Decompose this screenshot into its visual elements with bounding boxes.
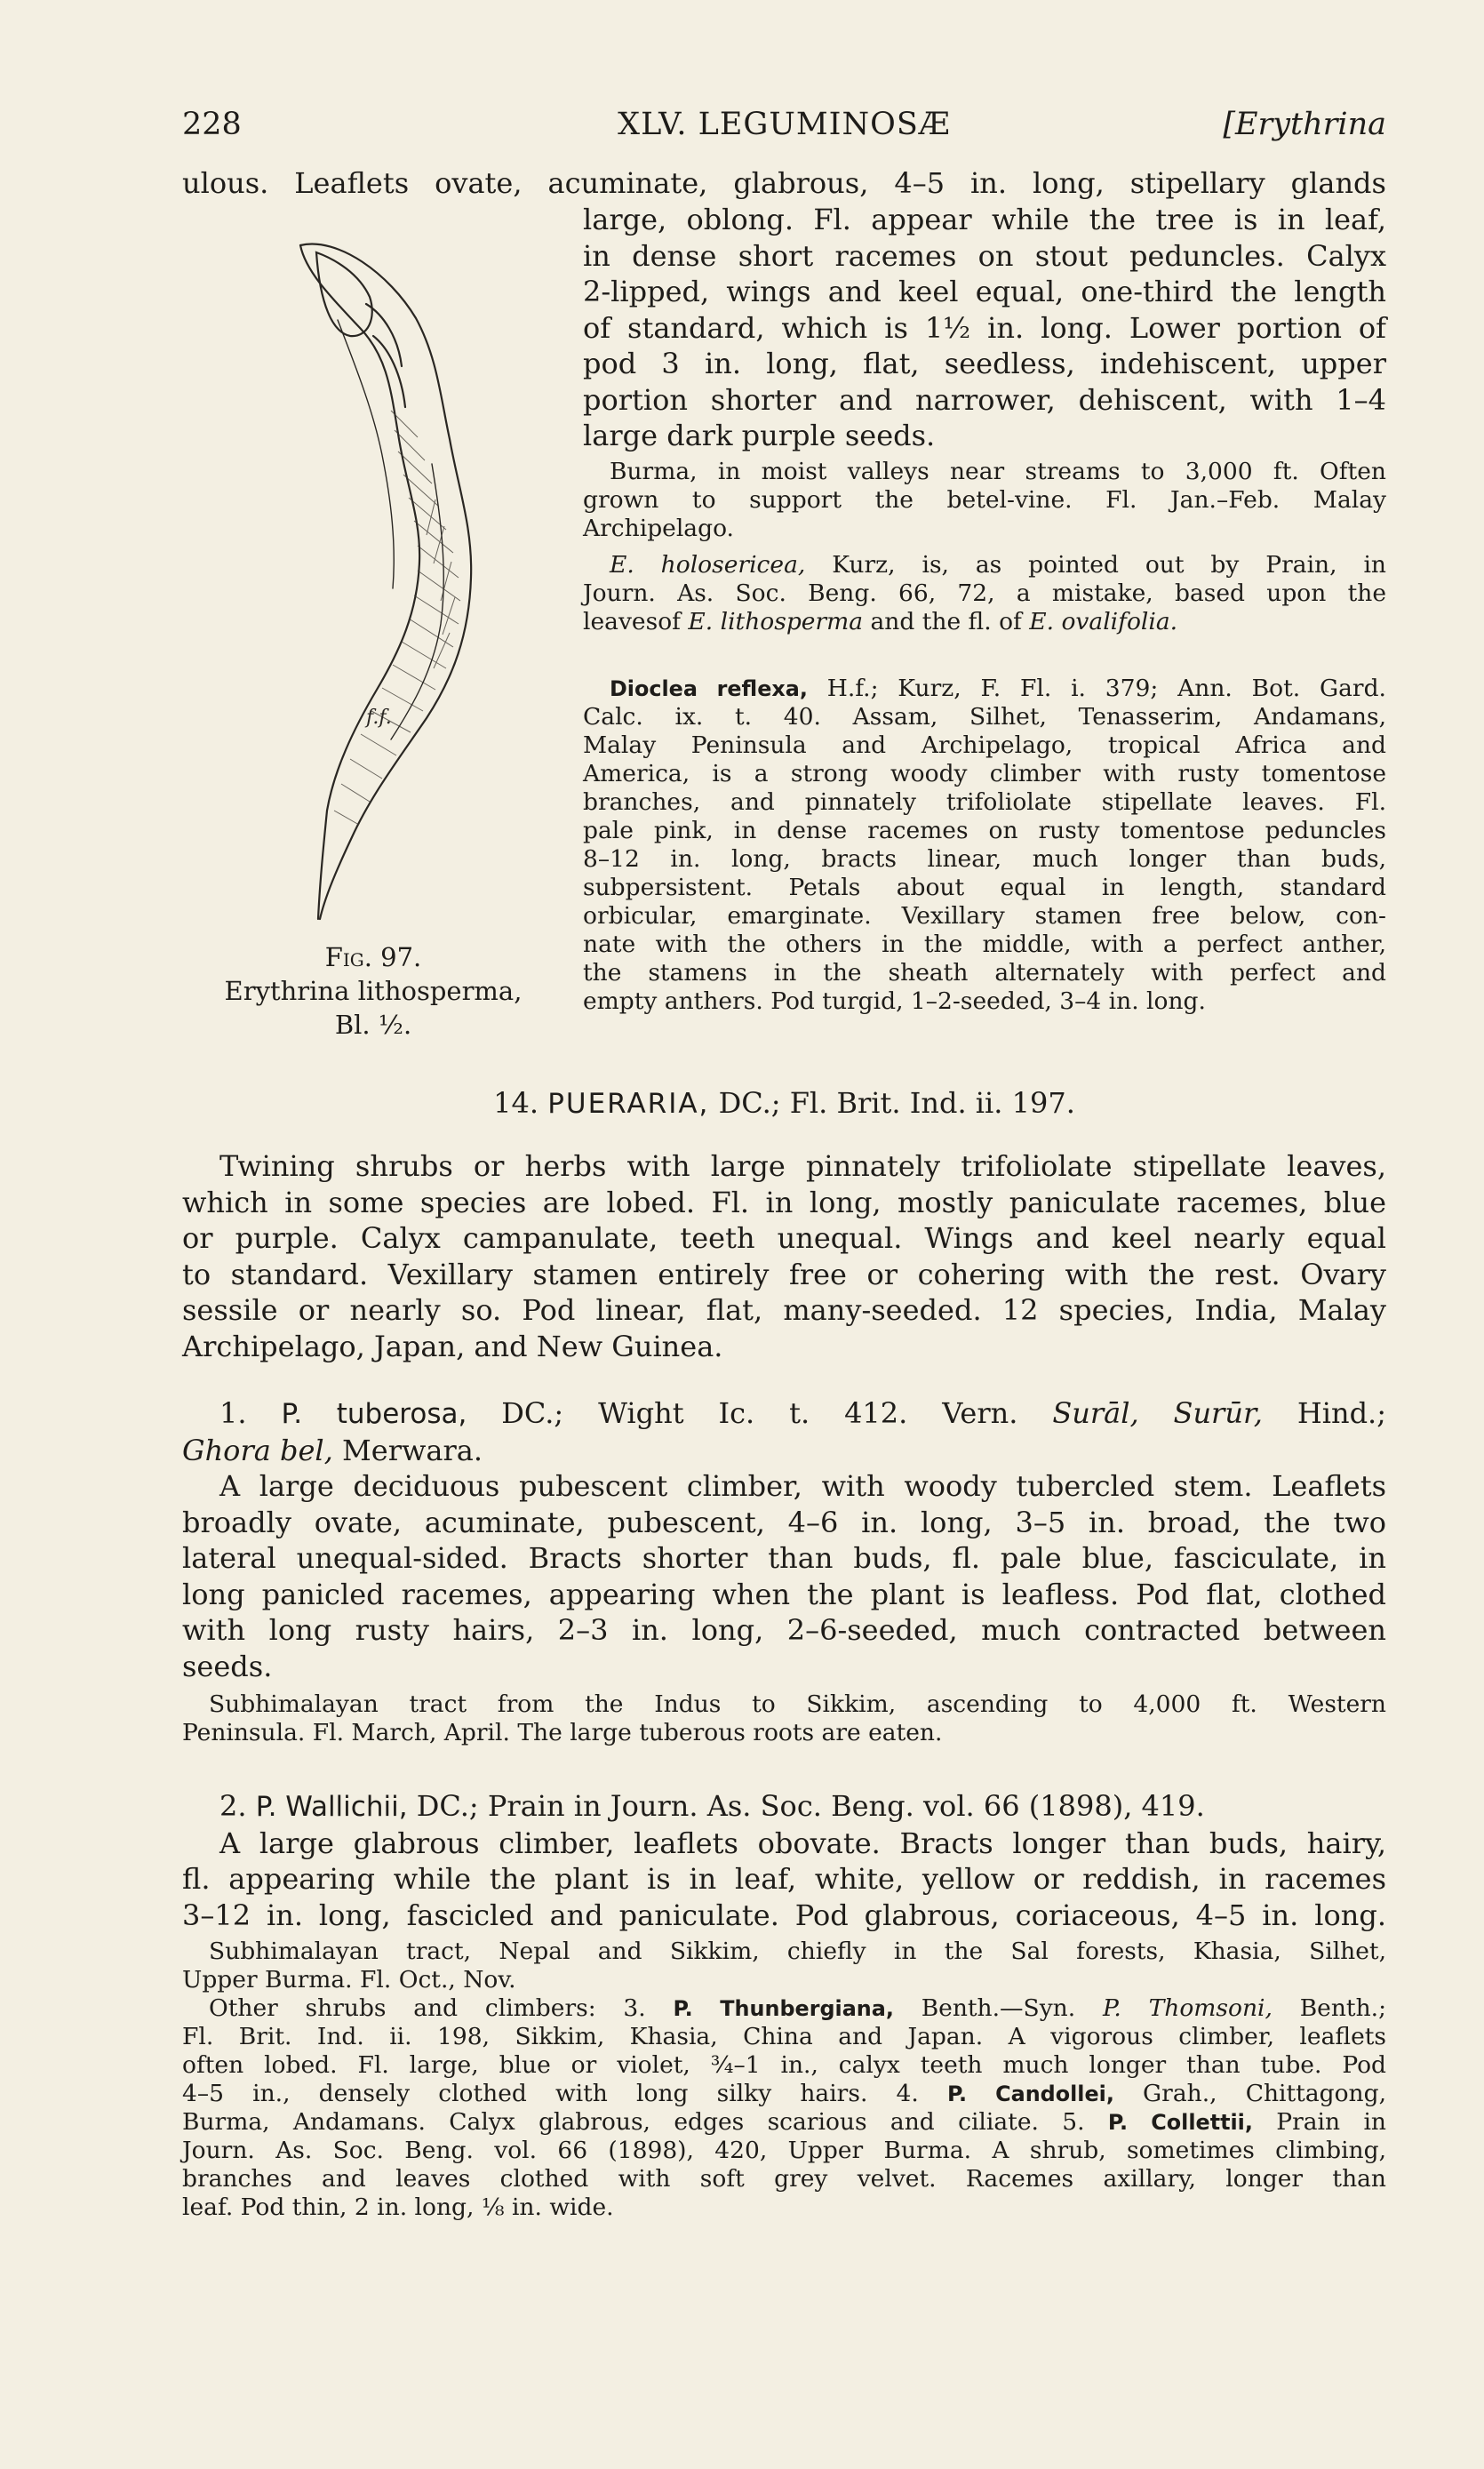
figure-number: Fig. 97. xyxy=(324,942,422,972)
erythrina-distribution: Burma, in moist valleys near streams to 3,000 ft. Often grown to support the betel-vine. Fl. Jan.–Feb. Malay Archipelago. xyxy=(583,458,1386,542)
species-wallichii: 2. P. Wallichii, DC.; Prain in Journ. As. Soc. Beng. vol. 66 (1898), 419. A large glabrous climber, leaflets obovate. Bracts longer than buds, hairy, fl. appearing while the plant is in leaf, white, yellow or reddish, in racemes 3–12 in. long, fascicled and paniculate. Pod glabrous, coriaceous, 4–5 in. long. xyxy=(182,1789,1386,1932)
figure-mark: f.f. xyxy=(366,707,392,729)
running-header xyxy=(182,107,1386,151)
dioclea-paragraph: Dioclea reflexa, H.f.; Kurz, F. Fl. i. 379; Ann. Bot. Gard. Calc. ix. t. 40. Assam, Silhet, Tenasserim, Andamans, Malay Peninsula and Archipelago, tropical Africa and America, is a strong woody climber with rusty tomentose branches, and pinnately trifoliolate stipellate leaves. Fl. pale pink, in dense racemes on rusty tomentose peduncles 8–12 in. long, bracts linear, much longer than buds, subpersistent. Petals about equal in length, standard orbicular, emarginate. Vexillary stamen free below, con- nate with the others in the middle, with a perfect anther, the stamens in the sheath alternately with perfect and empty anthers. Pod turgid, 1–2-seeded, 3–4 in. long. xyxy=(583,675,1386,1015)
opening-line: ulous. Leaflets ovate, acuminate, glabrous, 4–5 in. long, stipellary glands xyxy=(182,166,1386,200)
page-number: 228 xyxy=(182,107,242,142)
wallichii-distribution: Subhimalayan tract, Nepal and Sikkim, chiefly in the Sal forests, Khasia, Silhet, Upper Burma. Fl. Oct., Nov. xyxy=(182,1938,1386,1994)
genus-header: [Erythrina xyxy=(1223,107,1386,142)
genus-description: Twining shrubs or herbs with large pinnately trifoliolate stipellate leaves, which in some species are lobed. Fl. in long, mostly paniculate racemes, blue or purple. Calyx campanulate, teeth unequal. Wings and keel nearly equal to standard. Vexillary stamen entirely free or cohering with the rest. Ovary sessile or nearly so. Pod linear, flat, many-seeded. 12 species, India, Malay Archipelago, Japan, and New Guinea. xyxy=(182,1149,1386,1363)
figure-scale: Bl. ½. xyxy=(334,1010,412,1040)
species-name: P. tuberosa, xyxy=(281,1398,467,1430)
pod-illustration xyxy=(284,233,498,926)
family-title: XLV. LEGUMINOSÆ xyxy=(618,107,951,142)
pod-drawing xyxy=(284,233,498,926)
species-tuberosa: 1. P. tuberosa, DC.; Wight Ic. t. 412. Vern. Surāl, Surūr, Hind.; Ghora bel, Merwara. A large deciduous pubescent climber, with woody tubercled stem. Leaflets broadly ovate, acuminate, pubescent, 4–6 in. long, 3–5 in. broad, the two lateral unequal-sided. Bracts shorter than buds, fl. pale blue, fasciculate, in long panicled racemes, appearing when the plant is leafless. Pod flat, clothed with long rusty hairs, 2–3 in. long, 2–6-seeded, much contracted between seeds. xyxy=(182,1396,1387,1683)
genus-heading: 14. PUERARIA, DC.; Fl. Brit. Ind. ii. 197. xyxy=(493,1086,1075,1120)
figure-caption xyxy=(182,940,564,1042)
genus-name: PUERARIA, xyxy=(547,1088,710,1120)
figure-species: Erythrina lithosperma, xyxy=(224,976,523,1006)
erythrina-description: large, oblong. Fl. appear while the tree is in leaf, in dense short racemes on stout peduncles. Calyx 2-lipped, wings and keel equal, one-third the length of standard, which is 1½ in. long. Lower portion of pod 3 in. long, flat, seedless, indehiscent, upper portion shorter and narrower, dehiscent, with 1–4 large dark purple seeds. xyxy=(583,203,1386,452)
tuberosa-distribution: Subhimalayan tract from the Indus to Sikkim, ascending to 4,000 ft. Western Peninsula. Fl. March, April. The large tuberous roots are eaten. xyxy=(182,1690,1386,1746)
other-species: Other shrubs and climbers: 3. P. Thunbergiana, Benth.—Syn. P. Thomsoni, Benth.; Fl. Brit. Ind. ii. 198, Sikkim, Khasia, China and Japan. A vigorous climber, leaflets often lobed. Fl. large, blue or violet, ¾–1 in., calyx teeth much longer than tube. Pod 4–5 in., densely clothed with long silky hairs. 4. P. Candollei, Grah., Chittagong, Burma, Andamans. Calyx glabrous, edges scarious and ciliate. 5. P. Collettii, Prain in Journ. As. Soc. Beng. vol. 66 (1898), 420, Upper Burma. A shrub, sometimes climbing, branches and leaves clothed with soft grey velvet. Racemes axillary, longer than leaf. Pod thin, 2 in. long, ⅛ in. wide. xyxy=(182,1994,1386,2221)
erythrina-note: E. holosericea, Kurz, is, as pointed out by Prain, in Journ. As. Soc. Beng. 66, 72, a mistake, based upon the leavesof E. lithosperma and the fl. of E. ovalifolia. xyxy=(583,551,1386,635)
species-name: Dioclea reflexa, xyxy=(610,676,808,701)
species-name: P. Wallichii, xyxy=(255,1791,408,1823)
